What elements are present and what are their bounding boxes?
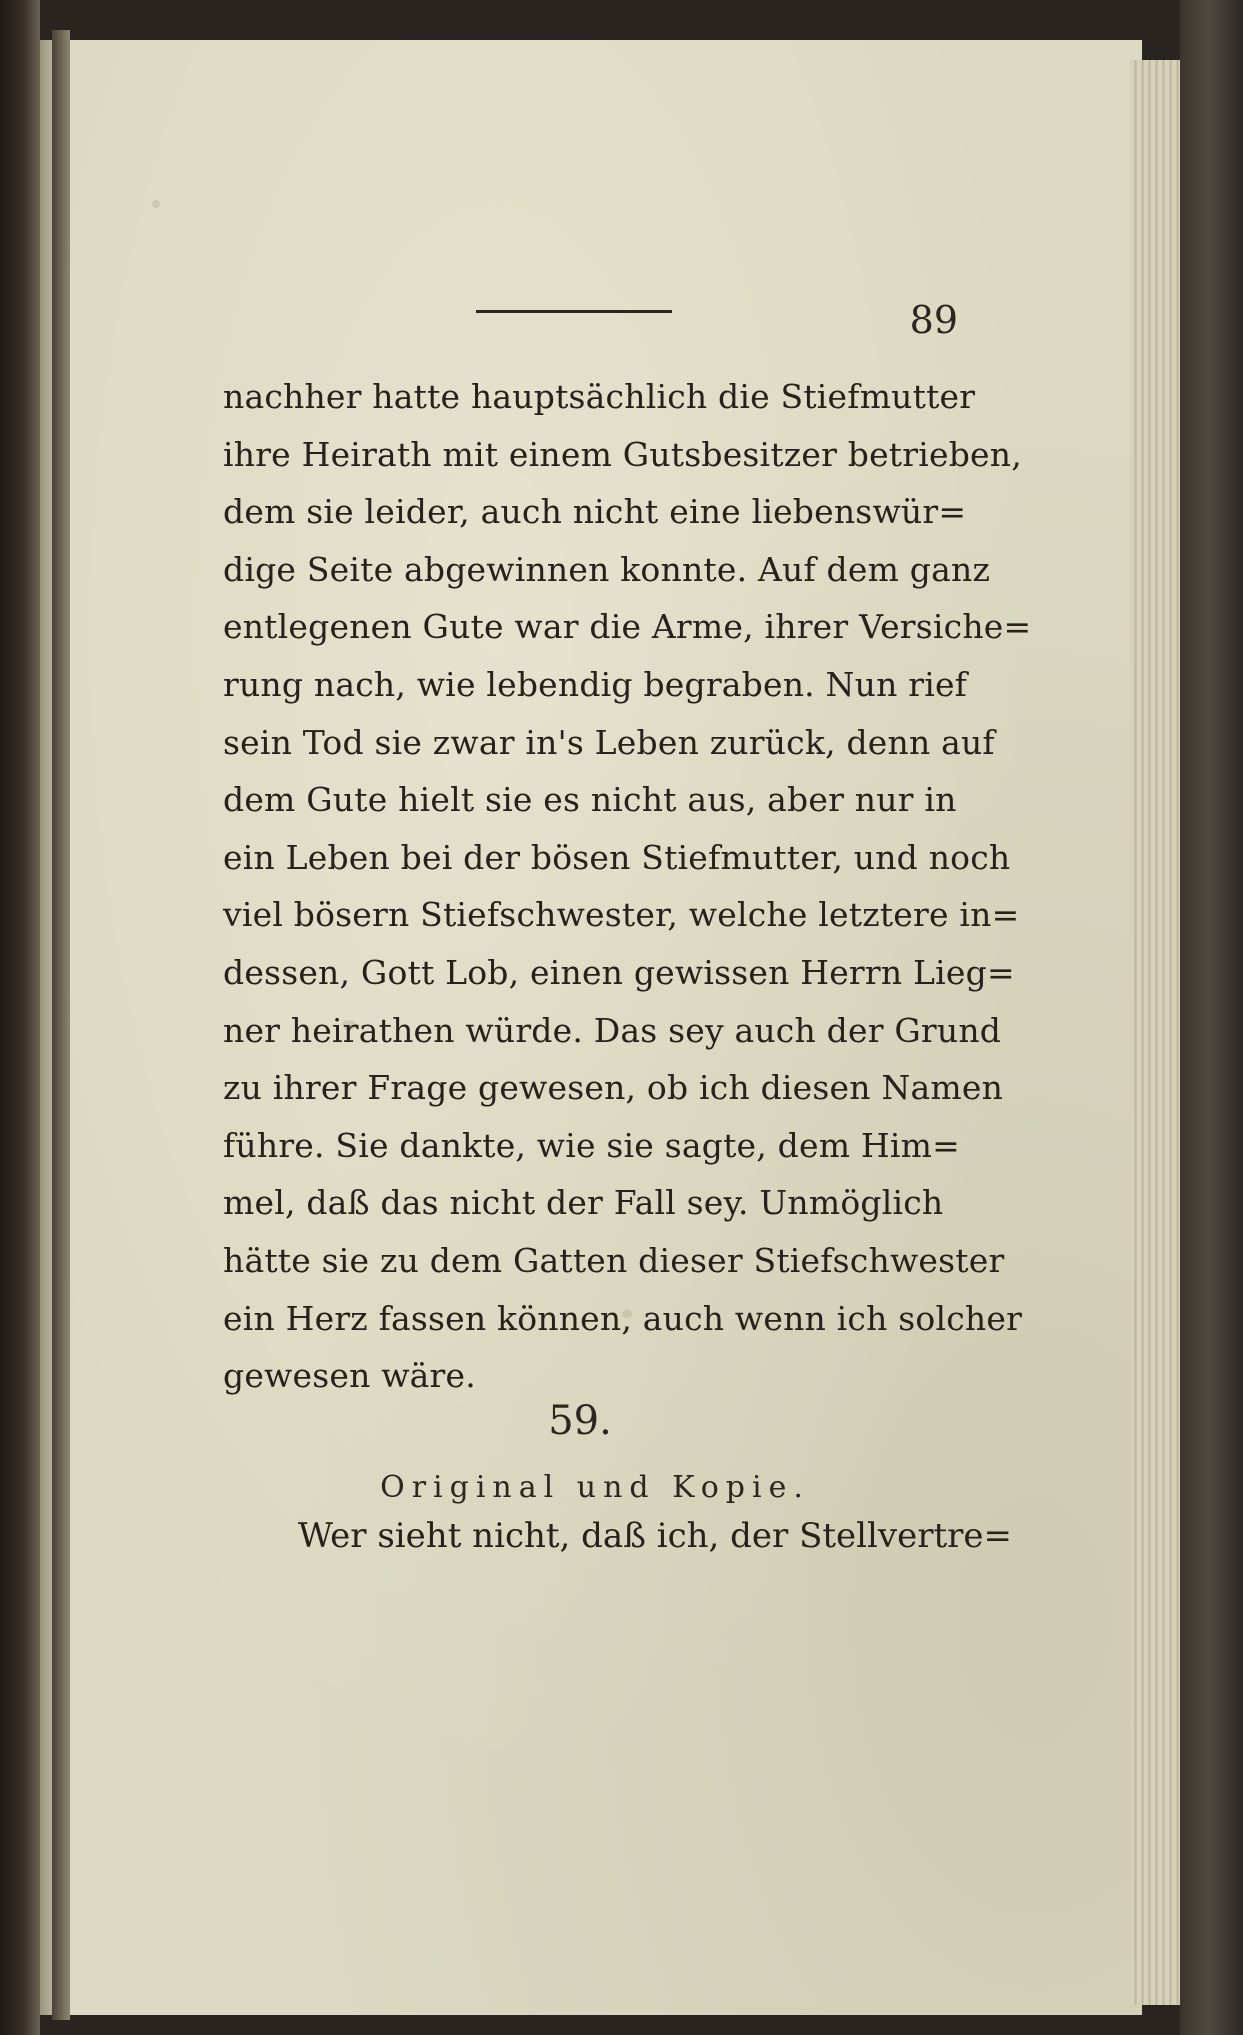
page-stack-edge xyxy=(1130,60,1185,2005)
text-line: viel bösern Stiefschwester, welche letztere in= xyxy=(223,895,1020,935)
text-line: zu ihrer Frage gewesen, ob ich diesen Namen xyxy=(223,1068,1004,1108)
text-line: mel, daß das nicht der Fall sey. Unmöglich xyxy=(223,1183,944,1223)
text-line: dem Gute hielt sie es nicht aus, aber nur in xyxy=(223,780,957,820)
book-gutter xyxy=(52,30,70,2020)
text-line: entlegenen Gute war die Arme, ihrer Versiche= xyxy=(223,607,1032,647)
text-line: ner heirathen würde. Das sey auch der Grund xyxy=(223,1010,1002,1050)
text-line: dige Seite abgewinnen konnte. Auf dem ganz xyxy=(223,549,991,589)
text-line: ihre Heirath mit einem Gutsbesitzer betrieben, xyxy=(223,434,1022,474)
section-number: 59. xyxy=(548,1398,612,1444)
header-rule xyxy=(476,310,672,313)
section-first-line: Wer sieht nicht, daß ich, der Stellvertre= xyxy=(298,1516,1013,1556)
text-line: dem sie leider, auch nicht eine liebenswür= xyxy=(223,492,967,532)
text-line: ein Herz fassen können, auch wenn ich solcher xyxy=(223,1298,1023,1338)
text-line: ein Leben bei der bösen Stiefmutter, und noch xyxy=(223,837,1011,877)
text-line: gewesen wäre. xyxy=(223,1356,476,1396)
section-title: Original und Kopie. xyxy=(380,1470,810,1505)
text-line: dessen, Gott Lob, einen gewissen Herrn Lieg= xyxy=(223,952,1015,992)
page-number: 89 xyxy=(909,298,958,342)
paragraph xyxy=(223,368,1032,1405)
paper-stain xyxy=(152,200,160,208)
book-cover-left-edge xyxy=(0,0,40,2035)
text-line: führe. Sie dankte, wie sie sagte, dem Him= xyxy=(223,1125,960,1165)
text-line: hätte sie zu dem Gatten dieser Stiefschwester xyxy=(223,1240,1005,1280)
text-line: rung nach, wie lebendig begraben. Nun rief xyxy=(223,664,968,704)
text-line: sein Tod sie zwar in's Leben zurück, denn auf xyxy=(223,722,995,762)
text-line: nachher hatte hauptsächlich die Stiefmutter xyxy=(223,377,976,416)
book-cover-right-edge xyxy=(1180,0,1243,2035)
